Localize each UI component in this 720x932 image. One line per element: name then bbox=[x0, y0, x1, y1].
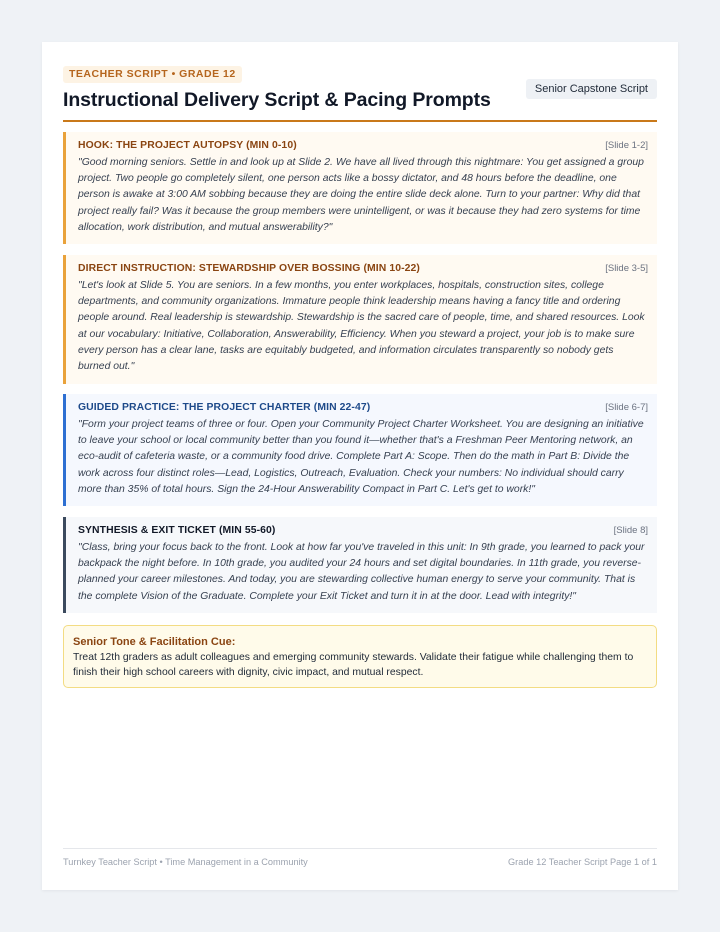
page-header bbox=[63, 66, 657, 122]
slide-reference: [Slide 1-2] bbox=[605, 140, 648, 151]
page-footer bbox=[63, 848, 657, 868]
section-script: "Class, bring your focus back to the front. Look at how far you've traveled in this unit: In 9th grade, you learned to pack your backpack the night before. In 10th grade, you audited your 24 hours and set digital boundaries. In 11th grade, you reverse-planned your career milestones. And today, you are stewarding collective human energy to serve your community. That is the complete Vision of the Graduate. Complete your Exit Ticket and turn it in at the door. Lead with integrity!" bbox=[78, 542, 645, 602]
section-synthesis bbox=[63, 517, 657, 613]
section-direct-instruction bbox=[63, 255, 657, 384]
section-hook bbox=[63, 132, 657, 244]
page-title: Instructional Delivery Script & Pacing Prompts bbox=[63, 89, 491, 111]
section-title: GUIDED PRACTICE: THE PROJECT CHARTER (MIN 22-47) bbox=[78, 402, 371, 413]
slide-reference: [Slide 8] bbox=[613, 525, 648, 536]
script-page bbox=[42, 42, 678, 890]
section-script: "Form your project teams of three or four. Open your Community Project Charter Worksheet. You are designing an initiative to leave your school or local community better than you found it—whether that's a Freshman Peer Mentoring network, an eco-audit of cafeteria waste, or a community food drive. Complete Part A: Scope. Then do the math in Part B: Divide the work across four distinct roles—Lead, Logistics, Outreach, Evaluation. Check your numbers: No individual should carry more than 35% of total hours. Sign the 24-Hour Answerability Compact in Part C. Let's get to work!" bbox=[78, 419, 644, 495]
eyebrow-label: TEACHER SCRIPT • GRADE 12 bbox=[63, 66, 242, 83]
section-title: DIRECT INSTRUCTION: STEWARDSHIP OVER BOSSING (MIN 10-22) bbox=[78, 263, 420, 274]
cue-text: Treat 12th graders as adult colleagues and emerging community stewards. Validate their fatigue while challenging them to finish their high school careers with dignity, civic impact, and mutual respect. bbox=[73, 652, 634, 678]
section-guided-practice bbox=[63, 394, 657, 506]
footer-page-number: Grade 12 Teacher Script Page 1 of 1 bbox=[508, 857, 657, 867]
section-title: SYNTHESIS & EXIT TICKET (MIN 55-60) bbox=[78, 525, 276, 536]
section-script: "Let's look at Slide 5. You are seniors. In a few months, you enter workplaces, hospitals, construction sites, college departments, and community organizations. Immature people think leadership means having a fancy title and ordering people around. Real leadership is stewardship. Stewardship is the sacred care of people, time, and shared resources. Look at our vocabulary: Initiative, Collaboration, Answerability, Efficiency. When you steward a project, your job is to make sure every person has a clear lane, tasks are equitably budgeted, and information circulates transparently so nobody gets burned out." bbox=[78, 280, 645, 373]
footer-left-text: Turnkey Teacher Script • Time Management in a Community bbox=[63, 857, 308, 867]
script-badge: Senior Capstone Script bbox=[526, 79, 657, 99]
slide-reference: [Slide 3-5] bbox=[605, 263, 648, 274]
facilitation-cue-box bbox=[63, 625, 657, 688]
section-script: "Good morning seniors. Settle in and look up at Slide 2. We have all lived through this nightmare: You get assigned a group project. Two people go completely silent, one person acts like a bossy dictator, and 48 hours before the deadline, one person is awake at 3:00 AM sobbing because they are doing the entire slide deck alone. Turn to your partner: Why did that project really fail? Was it because the group members were unintelligent, or was it because they had zero systems for time allocation, work distribution, and mutual answerability?" bbox=[78, 157, 644, 233]
section-title: HOOK: THE PROJECT AUTOPSY (MIN 0-10) bbox=[78, 140, 297, 151]
cue-title: Senior Tone & Facilitation Cue: bbox=[73, 636, 236, 648]
slide-reference: [Slide 6-7] bbox=[605, 402, 648, 413]
